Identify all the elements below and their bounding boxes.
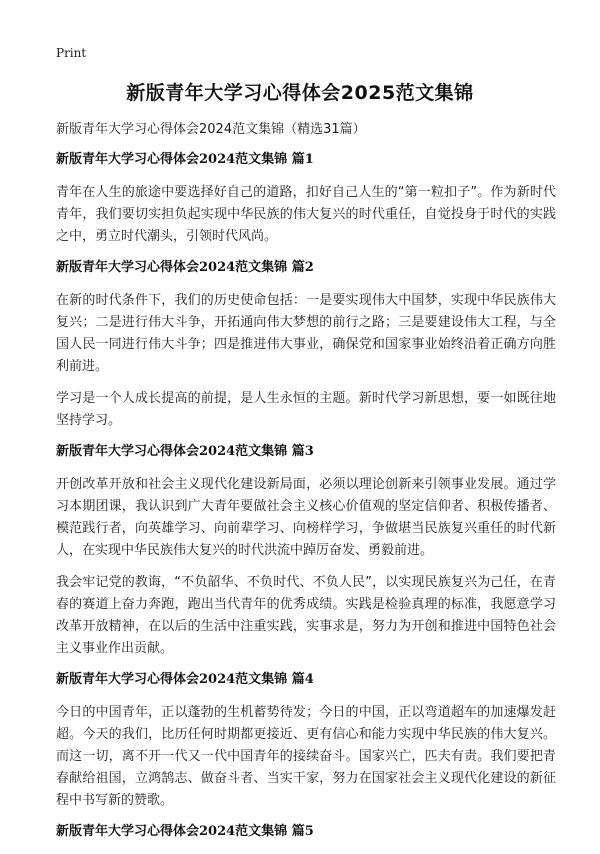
section-paragraph: 在新的时代条件下，我们的历史使命包括：一是要实现伟大中国梦，实现中华民族伟大复兴；二是进行伟大斗争，开拓通向伟大梦想的前行之路；三是要建设伟大工程，与全国人民一同进行伟大斗争；四是推进伟大事业，确保党和国家事业始终沿着正确方向胜利前进。 [56,293,556,374]
section-heading: 新版青年大学习心得体会2024范文集锦 篇2 [56,260,314,275]
print-link[interactable]: Print [56,46,87,60]
section-paragraph: 开创改革开放和社会主义现代化建设新局面，必须以理论创新来引领事业发展。通过学习本期团课，我认识到广大青年要做社会主义核心价值观的坚定信仰者、积极传播者、模范践行者，向英雄学习、向前辈学习、向榜样学习，争做堪当民族复兴重任的时代新人，在实现中华民族伟大复兴的时代洪流中踔厉奋发、勇毅前进。 [56,477,556,558]
section-paragraph: 今日的中国青年，正以蓬勃的生机蓄势待发；今日的中国，正以弯道超车的加速爆发赶超。今天的我们，比历任何时期都更接近、更有信心和能力实现中华民族的伟大复兴。而这一切，离不开一代又一代中国青年的接续奋斗。国家兴亡，匹夫有责。我们要把青春献给祖国，立鸿鹄志、做奋斗者、当实干家，努力在国家社会主义现代化建设的新征程中书写新的赞歌。 [56,705,556,808]
section-paragraph: 青年在人生的旅途中要选择好自己的道路，扣好自己人生的“第一粒扣子”。作为新时代青年，我们要切实担负起实现中华民族的伟大复兴的时代重任，自觉投身于时代的实践之中，勇立时代潮头，引领时代风尚。 [56,185,556,244]
document-body [56,120,556,854]
section-paragraph: 我会牢记党的教诲，“不负韶华、不负时代、不负人民”，以实现民族复兴为己任，在青春的赛道上奋力奔跑，跑出当代青年的优秀成绩。实践是检验真理的标准，我愿意学习改革开放精神，在以后的生活中注重实践，实事求是，努力为开创和推进中国特色社会主义事业作出贡献。 [56,575,556,656]
section-heading: 新版青年大学习心得体会2024范文集锦 篇5 [56,824,314,839]
section-heading: 新版青年大学习心得体会2024范文集锦 篇1 [56,152,314,167]
essay-section-5 [56,822,556,842]
essay-section-3 [56,442,556,660]
section-heading: 新版青年大学习心得体会2024范文集锦 篇3 [56,444,314,459]
document-title: 新版青年大学习心得体会2025范文集锦 [126,82,474,104]
section-heading: 新版青年大学习心得体会2024范文集锦 篇4 [56,672,314,687]
essay-section-4 [56,670,556,812]
document-subtitle: 新版青年大学习心得体会2024范文集锦（精选31篇） [56,122,366,137]
essay-section-2 [56,258,556,432]
essay-section-1 [56,150,556,248]
section-paragraph: 学习是一个人成长提高的前提，是人生永恒的主题。新时代学习新思想，要一如既往地坚持学习。 [56,391,556,428]
